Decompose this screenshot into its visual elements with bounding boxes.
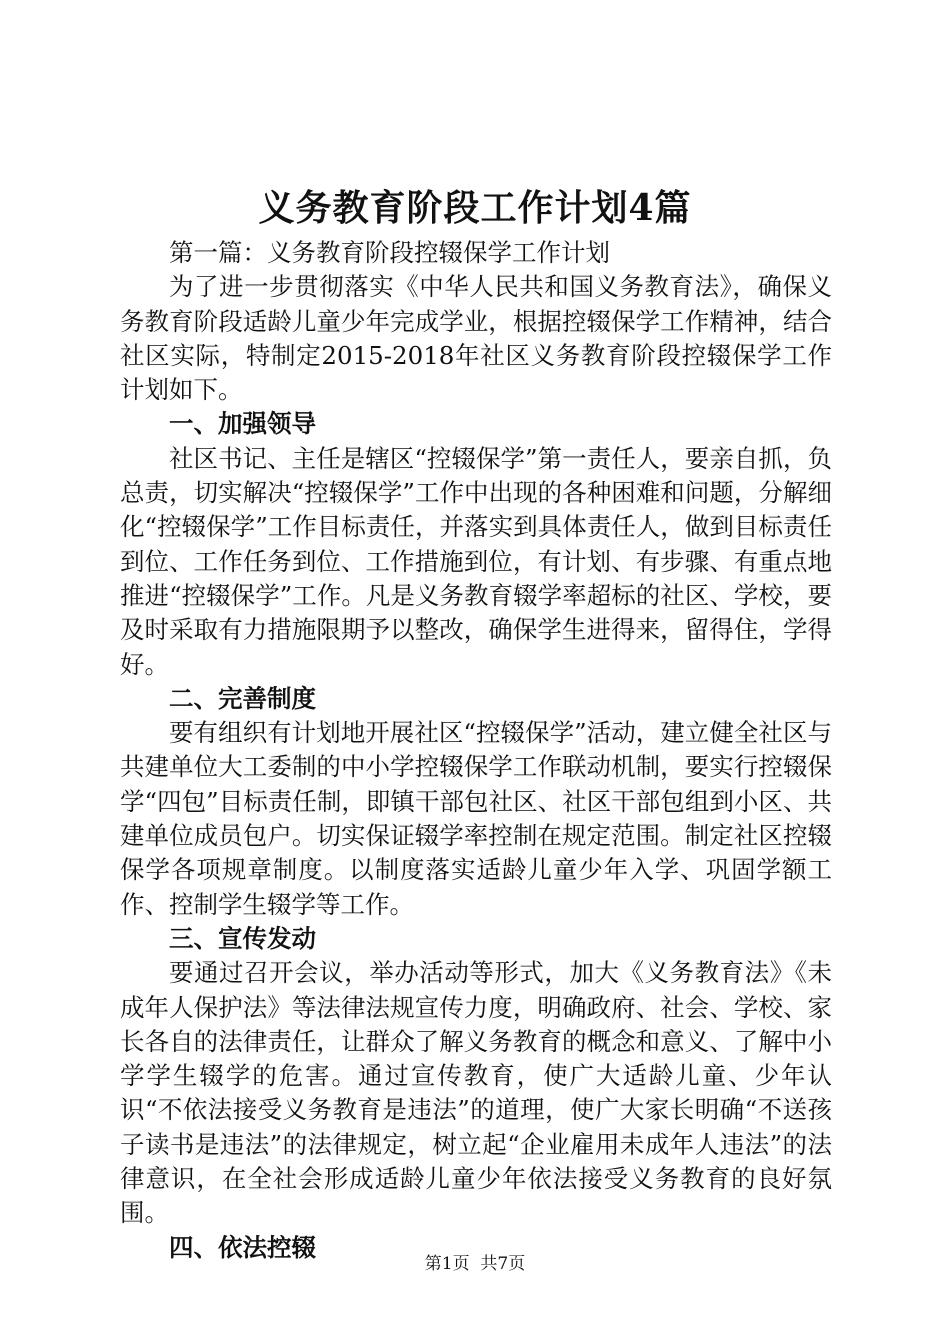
document-title: 义务教育阶段工作计划4篇 bbox=[258, 187, 692, 229]
document-body bbox=[120, 236, 832, 1265]
section-paragraph-2: 要有组织有计划地开展社区“控辍保学”活动，建立健全社区与共建单位大工委制的中小学控辍保学工作联动机制，要实行控辍保学“四包”目标责任制，即镇干部包社区、社区干部包组到小区、共建单位成员包户。切实保证辍学率控制在规定范围。制定社区控辍保学各项规章制度。以制度落实适龄儿童少年入学、巩固学额工作、控制学生辍学等工作。 bbox=[120, 718, 832, 919]
section-heading-1: 一、加强领导 bbox=[169, 409, 316, 439]
page-footer bbox=[0, 1252, 950, 1276]
page-number: 第1页 bbox=[424, 1254, 470, 1274]
section-heading-3: 三、宣传发动 bbox=[169, 923, 316, 953]
section-heading-4: 四、依法控辍 bbox=[169, 1232, 316, 1262]
section-paragraph-3: 要通过召开会议，举办活动等形式，加大《义务教育法》《未成年人保护法》等法律法规宣传力度，明确政府、社会、学校、家长各自的法律责任，让群众了解义务教育的概念和意义、了解中小学学生辍学的危害。通过宣传教育，使广大适龄儿童、少年认识“不依法接受义务教育是违法”的道理，使广大家长明确“不送孩子读书是违法”的法律规定，树立起“企业雇用未成年人违法”的法律意识，在全社会形成适龄儿童少年依法接受义务教育的良好氛围。 bbox=[120, 958, 832, 1228]
intro-paragraph: 为了进一步贯彻落实《中华人民共和国义务教育法》，确保义务教育阶段适龄儿童少年完成学业，根据控辍保学工作精神，结合社区实际，特制定2015-2018年社区义务教育阶段控辍保学工作计划如下。 bbox=[120, 272, 832, 405]
chapter-subtitle: 第一篇：义务教育阶段控辍保学工作计划 bbox=[169, 238, 610, 267]
section-heading-2: 二、完善制度 bbox=[169, 683, 316, 713]
section-paragraph-1: 社区书记、主任是辖区“控辍保学”第一责任人，要亲自抓，负总责，切实解决“控辍保学”工作中出现的各种困难和问题，分解细化“控辍保学”工作目标责任，并落实到具体责任人，做到目标责任到位、工作任务到位、工作措施到位，有计划、有步骤、有重点地推进“控辍保学”工作。凡是义务教育辍学率超标的社区、学校，要及时采取有力措施限期予以整改，确保学生进得来，留得住，学得好。 bbox=[120, 443, 832, 679]
page-total: 共7页 bbox=[480, 1254, 526, 1274]
